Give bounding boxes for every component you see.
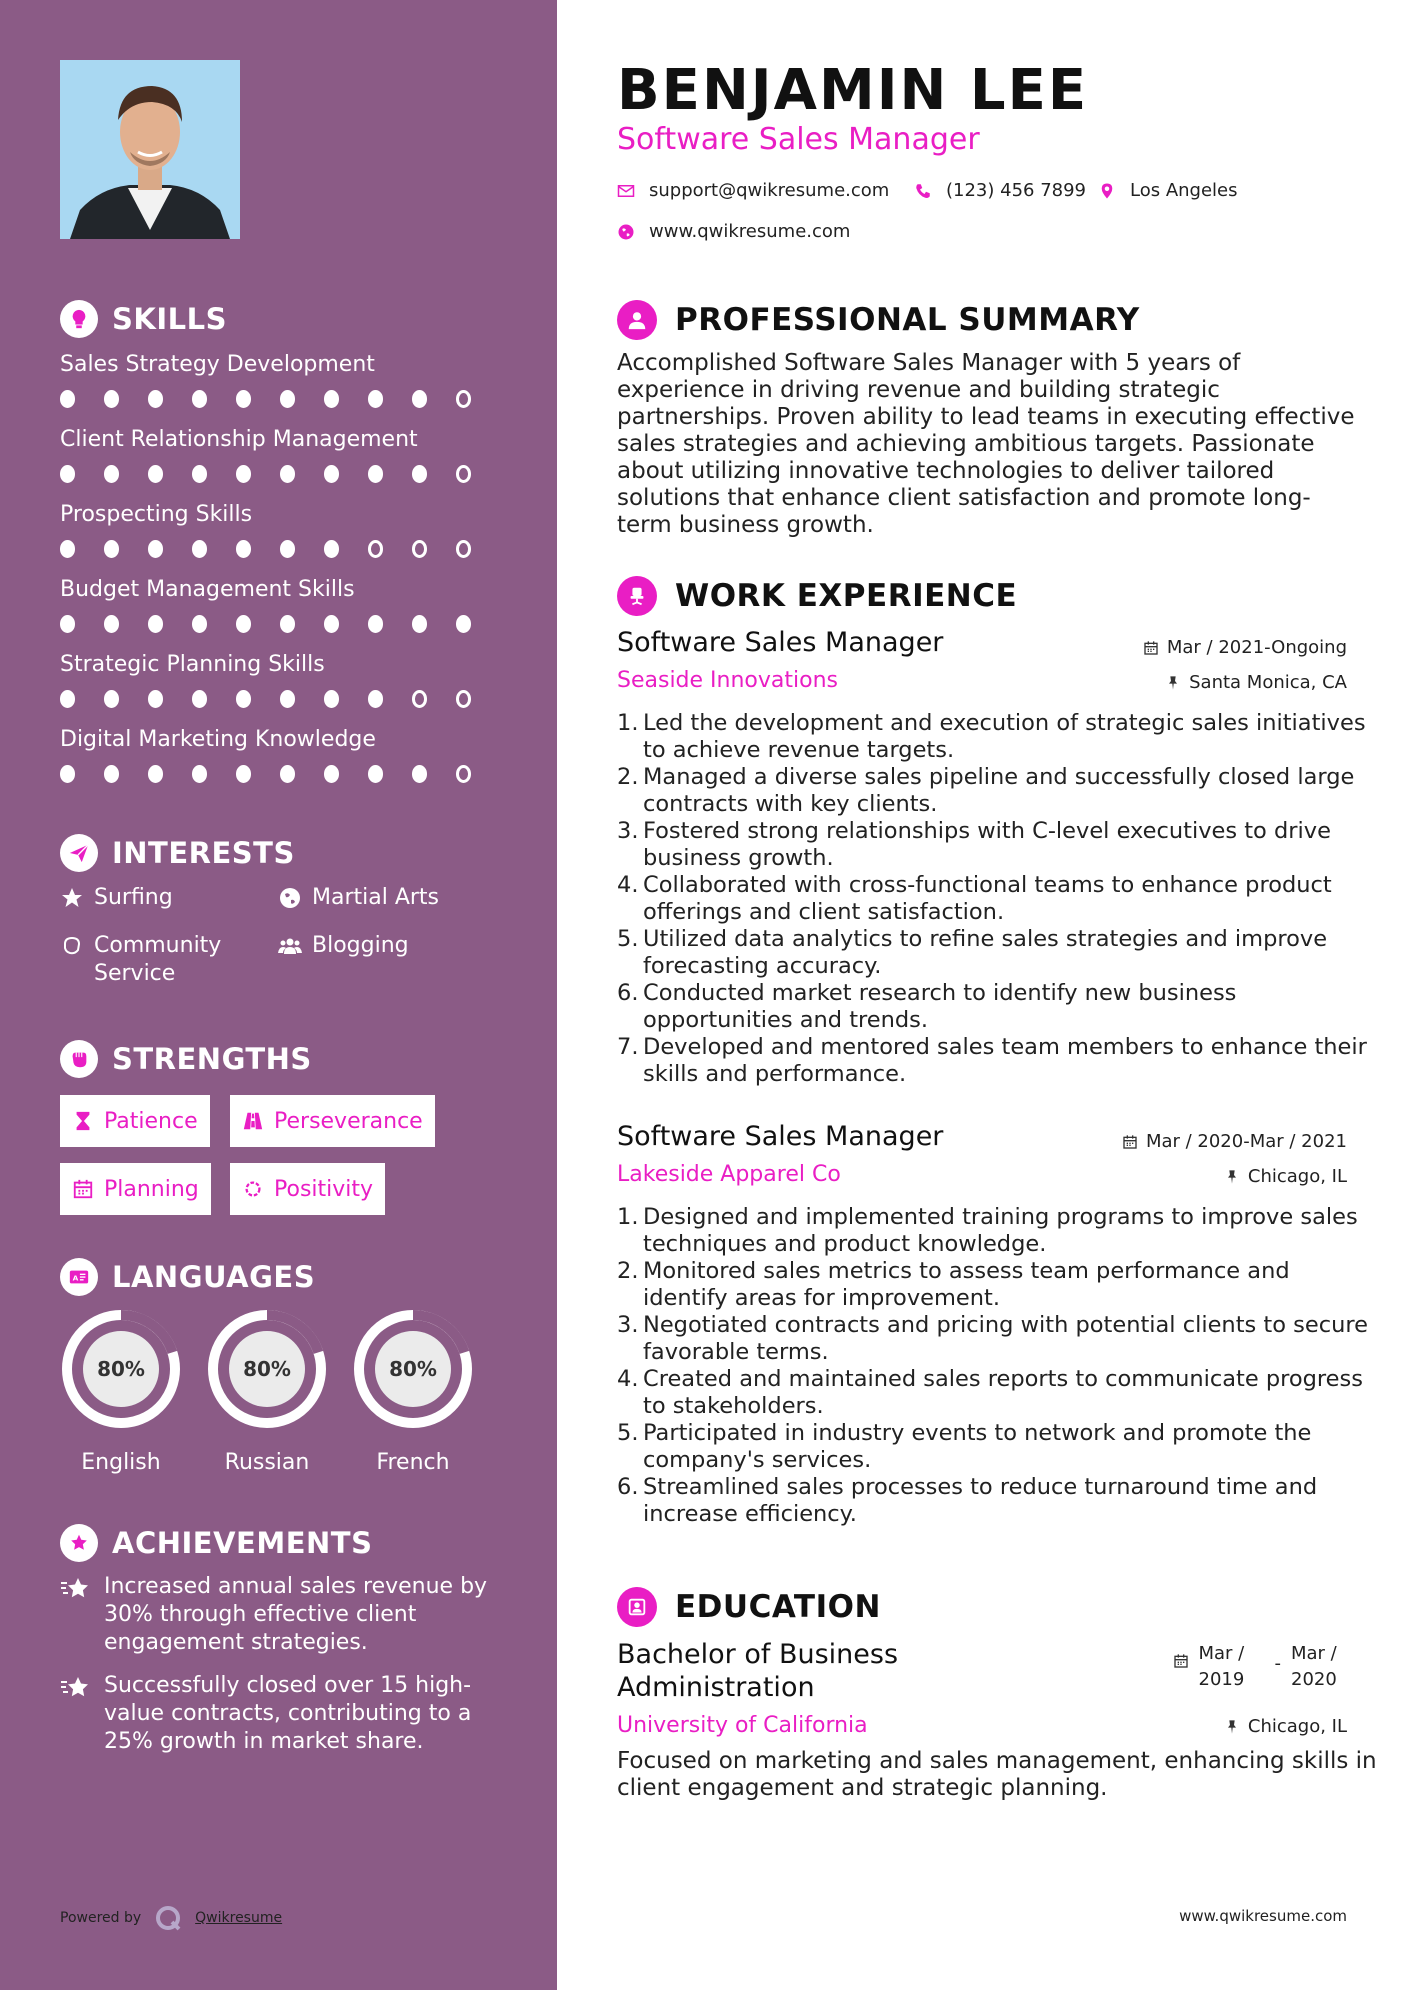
rating-dot-empty: [456, 465, 471, 483]
rating-dot-empty: [368, 540, 383, 558]
rating-dot-filled: [280, 540, 295, 558]
powered-prefix: Powered by: [60, 1910, 142, 1926]
company-name: Seaside Innovations: [617, 668, 838, 693]
job-title: Software Sales Manager: [617, 627, 944, 658]
rating-dot-filled: [60, 390, 75, 408]
summary-title: PROFESSIONAL SUMMARY: [675, 302, 1140, 338]
candidate-role: Software Sales Manager: [617, 122, 980, 157]
rating-dot-filled: [280, 615, 295, 633]
strength-label: Perseverance: [274, 1108, 423, 1134]
language-percent: 80%: [97, 1357, 145, 1381]
skill-rating: [60, 540, 500, 558]
location-text: Los Angeles: [1130, 180, 1238, 201]
contact-email: [617, 180, 889, 201]
rating-dot-filled: [368, 465, 383, 483]
language-ring: [58, 1306, 184, 1432]
experience-heading: [617, 576, 1017, 616]
list-number: 6.: [617, 980, 639, 1006]
skill-item: [60, 650, 500, 708]
trophy-star-icon: [60, 1524, 98, 1562]
rating-dot-filled: [192, 390, 207, 408]
email-text[interactable]: support@qwikresume.com: [649, 180, 890, 201]
education-title: EDUCATION: [675, 1589, 881, 1625]
rating-dot-filled: [236, 390, 251, 408]
achievement-text: Successfully closed over 15 high-value contracts, contributing to a 25% growth in market share.: [104, 1673, 472, 1754]
rating-dot-empty: [412, 540, 427, 558]
language-ring: [204, 1306, 330, 1432]
skills-title: SKILLS: [112, 302, 227, 336]
list-number: 4.: [617, 1366, 639, 1392]
language-item: [58, 1306, 184, 1475]
rating-dot-filled: [368, 615, 383, 633]
job-location-text: Chicago, IL: [1247, 1166, 1347, 1187]
rating-dot-filled: [148, 690, 163, 708]
globe-icon: [278, 886, 302, 910]
calendar-icon: [1122, 1134, 1138, 1150]
list-number: 5.: [617, 1420, 639, 1446]
job-dates-text: Mar / 2020-Mar / 2021: [1145, 1131, 1347, 1152]
hand-icon: [60, 934, 84, 958]
interest-item: [278, 932, 409, 960]
job-location-text: Santa Monica, CA: [1189, 672, 1347, 693]
skill-item: [60, 350, 500, 408]
list-number: 4.: [617, 872, 639, 898]
sidebar: [0, 0, 557, 1990]
rating-dot-filled: [236, 540, 251, 558]
responsibility-item: [617, 1366, 1377, 1420]
responsibility-text: Conducted market research to identify new business opportunities and trends.: [643, 980, 1237, 1033]
contact-location: [1098, 180, 1238, 201]
language-percent: 80%: [389, 1357, 437, 1381]
strength-badge: [230, 1163, 385, 1215]
job-dates: [1122, 1131, 1347, 1152]
star-burst-icon: [60, 1674, 92, 1702]
education-description: Focused on marketing and sales management, enhancing skills in client engagement and strategic planning.: [617, 1748, 1377, 1801]
list-number: 1.: [617, 1204, 639, 1230]
rating-dot-filled: [104, 615, 119, 633]
responsibility-item: [617, 980, 1377, 1034]
strengths-heading: [60, 1040, 312, 1078]
list-number: 5.: [617, 926, 639, 952]
rating-dot-filled: [60, 690, 75, 708]
rating-dot-filled: [412, 765, 427, 783]
skills-heading: [60, 300, 227, 338]
qwikresume-link[interactable]: Qwikresume: [195, 1910, 283, 1926]
rating-dot-filled: [104, 690, 119, 708]
rating-dot-filled: [104, 765, 119, 783]
list-number: 3.: [617, 1312, 639, 1338]
education-location-text: Chicago, IL: [1247, 1716, 1347, 1737]
rating-dot-filled: [280, 765, 295, 783]
rating-dot-filled: [324, 615, 339, 633]
strength-label: Positivity: [274, 1176, 374, 1202]
responsibility-text: Utilized data analytics to refine sales strategies and improve forecasting accuracy.: [643, 926, 1328, 979]
job-dates-text: Mar / 2021-Ongoing: [1166, 637, 1347, 658]
responsibility-text: Fostered strong relationships with C-level executives to drive business growth.: [643, 818, 1331, 871]
job-location: [1224, 1166, 1347, 1187]
rating-dot-filled: [60, 465, 75, 483]
summary-text: Accomplished Software Sales Manager with 5 years of experience in driving revenue and building strategic partnerships. Proven ability to lead teams in executing effective sales strategies and achieving ambitious targets. Passionate about utilizing innovative technologies to deliver tailored solutions that enhance client satisfaction and promote long-term business growth.: [617, 350, 1355, 538]
language-name: Russian: [224, 1450, 310, 1475]
rating-dot-empty: [456, 390, 471, 408]
rating-dot-filled: [104, 465, 119, 483]
rating-dot-filled: [148, 765, 163, 783]
list-number: 6.: [617, 1474, 639, 1500]
language-ring: [350, 1306, 476, 1432]
road-icon: [242, 1110, 264, 1132]
responsibility-text: Negotiated contracts and pricing with potential clients to secure favorable terms.: [643, 1312, 1368, 1365]
languages-heading: [60, 1258, 315, 1296]
job-responsibilities: [617, 710, 1377, 1088]
rating-dot-filled: [324, 390, 339, 408]
rating-dot-filled: [192, 465, 207, 483]
skill-name: Digital Marketing Knowledge: [60, 727, 376, 752]
list-number: 7.: [617, 1034, 639, 1060]
rating-dot-filled: [60, 540, 75, 558]
pin-icon: [1224, 1169, 1240, 1185]
graduation-icon: [617, 1587, 657, 1627]
language-percent: 80%: [243, 1357, 291, 1381]
list-number: 1.: [617, 710, 639, 736]
candidate-name: BENJAMIN LEE: [617, 58, 1089, 123]
achievements-title: ACHIEVEMENTS: [112, 1526, 373, 1560]
responsibility-item: [617, 1474, 1377, 1528]
job-responsibilities: [617, 1204, 1377, 1528]
strength-label: Planning: [104, 1176, 199, 1202]
skill-item: [60, 425, 500, 483]
interest-label: Blogging: [312, 933, 409, 958]
rating-dot-filled: [192, 540, 207, 558]
user-icon: [617, 300, 657, 340]
rating-dot-filled: [368, 765, 383, 783]
hourglass-icon: [72, 1110, 94, 1132]
strengths-title: STRENGTHS: [112, 1042, 312, 1076]
responsibility-item: [617, 926, 1377, 980]
job-location: [1165, 672, 1347, 693]
date-separator-icon: -: [1274, 1653, 1281, 1674]
education-dates: [1173, 1641, 1348, 1693]
rating-dot-filled: [104, 540, 119, 558]
rating-dot-filled: [412, 615, 427, 633]
responsibility-text: Led the development and execution of strategic sales initiatives to achieve revenue targets.: [643, 710, 1366, 763]
list-number: 3.: [617, 818, 639, 844]
list-number: 2.: [617, 764, 639, 790]
phone-icon: [914, 182, 932, 200]
skill-rating: [60, 690, 500, 708]
strength-label: Patience: [104, 1108, 198, 1134]
rating-dot-filled: [236, 765, 251, 783]
responsibility-item: [617, 1312, 1377, 1366]
responsibility-item: [617, 1258, 1377, 1312]
globe-icon: [617, 223, 635, 241]
rating-dot-filled: [192, 765, 207, 783]
skill-name: Client Relationship Management: [60, 427, 418, 452]
office-chair-icon: [617, 576, 657, 616]
rating-dot-filled: [148, 615, 163, 633]
responsibility-text: Collaborated with cross-functional teams to enhance product offerings and client satisfaction.: [643, 872, 1332, 925]
rating-dot-filled: [324, 540, 339, 558]
powered-by: [60, 1903, 282, 1933]
pin-icon: [1224, 1719, 1240, 1735]
education-school: University of California: [617, 1713, 868, 1738]
experience-title: WORK EXPERIENCE: [675, 578, 1018, 614]
languages-title: LANGUAGES: [112, 1260, 316, 1294]
interests-title: INTERESTS: [112, 836, 295, 870]
rating-dot-empty: [456, 540, 471, 558]
responsibility-text: Designed and implemented training programs to improve sales techniques and product knowledge.: [643, 1204, 1358, 1257]
rating-dot-filled: [324, 765, 339, 783]
language-item: [204, 1306, 330, 1475]
responsibility-item: [617, 764, 1377, 818]
education-heading: [617, 1587, 881, 1627]
strength-badge: [60, 1095, 210, 1147]
rating-dot-filled: [60, 615, 75, 633]
job-title: Software Sales Manager: [617, 1121, 944, 1152]
responsibility-item: [617, 710, 1377, 764]
rating-dot-filled: [192, 690, 207, 708]
responsibility-text: Created and maintained sales reports to communicate progress to stakeholders.: [643, 1366, 1363, 1419]
rating-dot-filled: [104, 390, 119, 408]
company-name: Lakeside Apparel Co: [617, 1162, 841, 1187]
skill-rating: [60, 765, 500, 783]
star-burst-icon: [60, 1575, 92, 1603]
calendar-icon: [1173, 1653, 1189, 1669]
website-text[interactable]: www.qwikresume.com: [649, 221, 851, 242]
responsibility-item: [617, 1204, 1377, 1258]
footer-url[interactable]: www.qwikresume.com: [1179, 1907, 1347, 1925]
rating-dot-filled: [456, 615, 471, 633]
rating-dot-filled: [148, 540, 163, 558]
responsibility-item: [617, 818, 1377, 872]
rating-dot-filled: [148, 465, 163, 483]
language-name: English: [81, 1450, 161, 1475]
responsibility-text: Participated in industry events to network and promote the company's services.: [643, 1420, 1312, 1473]
pin-icon: [1165, 675, 1181, 691]
skill-rating: [60, 390, 500, 408]
list-number: 2.: [617, 1258, 639, 1284]
rating-dot-empty: [456, 690, 471, 708]
paper-plane-icon: [60, 834, 98, 872]
rating-dot-filled: [368, 690, 383, 708]
skill-rating: [60, 615, 500, 633]
rating-dot-filled: [324, 690, 339, 708]
svg-text:A: A: [72, 1273, 79, 1283]
rating-dot-filled: [280, 465, 295, 483]
star-icon: [60, 886, 84, 910]
rating-dot-filled: [324, 465, 339, 483]
rating-dot-filled: [280, 690, 295, 708]
interest-label: Martial Arts: [312, 885, 440, 910]
skill-rating: [60, 465, 500, 483]
skill-item: [60, 500, 500, 558]
education-degree: Bachelor of Business Administration: [617, 1639, 899, 1703]
interest-item: [60, 884, 173, 912]
rating-dot-filled: [148, 390, 163, 408]
responsibility-text: Streamlined sales processes to reduce turnaround time and increase efficiency.: [643, 1474, 1318, 1527]
achievement-item: [60, 1672, 510, 1756]
interest-item: [60, 932, 221, 988]
strength-badge: [230, 1095, 435, 1147]
skill-name: Budget Management Skills: [60, 577, 355, 602]
rating-dot-filled: [60, 765, 75, 783]
rating-dot-filled: [412, 465, 427, 483]
interests-heading: [60, 834, 295, 872]
responsibility-text: Managed a diverse sales pipeline and successfully closed large contracts with key clients.: [643, 764, 1355, 817]
qwikresume-logo-icon: [153, 1903, 183, 1933]
calendar-icon: [1143, 640, 1159, 656]
achievements-heading: [60, 1524, 372, 1562]
education-location: [1224, 1716, 1347, 1737]
users-icon: [278, 934, 302, 958]
responsibility-item: [617, 872, 1377, 926]
achievement-text: Increased annual sales revenue by 30% through effective client engagement strategies.: [104, 1574, 488, 1655]
calendar-icon: [72, 1178, 94, 1200]
job-dates: [1143, 637, 1347, 658]
rating-dot-filled: [280, 390, 295, 408]
responsibility-item: [617, 1420, 1377, 1474]
responsibility-text: Developed and mentored sales team members to enhance their skills and performance.: [643, 1034, 1367, 1087]
responsibility-item: [617, 1034, 1377, 1088]
map-pin-icon: [1098, 182, 1116, 200]
language-name: French: [376, 1450, 450, 1475]
rating-dot-filled: [368, 390, 383, 408]
phone-text[interactable]: (123) 456 7899: [946, 180, 1087, 201]
interest-label: Community Service: [94, 933, 222, 986]
rating-dot-filled: [236, 615, 251, 633]
rating-dot-filled: [236, 465, 251, 483]
rating-dot-filled: [192, 615, 207, 633]
responsibility-text: Monitored sales metrics to assess team performance and identify areas for improvement.: [643, 1258, 1290, 1311]
skill-item: [60, 725, 500, 783]
skill-name: Prospecting Skills: [60, 502, 253, 527]
strength-badge: [60, 1163, 211, 1215]
fist-icon: [60, 1040, 98, 1078]
achievement-item: [60, 1573, 510, 1657]
contact-phone: [914, 180, 1086, 201]
main-content: [557, 0, 1407, 1990]
skill-name: Sales Strategy Development: [60, 352, 375, 377]
rating-dot-filled: [412, 390, 427, 408]
education-date-end: Mar / 2020: [1291, 1643, 1337, 1690]
language-icon: [60, 1258, 98, 1296]
rating-dot-empty: [412, 690, 427, 708]
sun-icon: [242, 1178, 264, 1200]
education-date-start: Mar / 2019: [1198, 1643, 1245, 1690]
interest-item: [278, 884, 439, 912]
language-item: [350, 1306, 476, 1475]
rating-dot-filled: [236, 690, 251, 708]
profile-photo: [60, 60, 240, 239]
summary-heading: [617, 300, 1140, 340]
skill-item: [60, 575, 500, 633]
contact-website: [617, 221, 850, 242]
skill-name: Strategic Planning Skills: [60, 652, 325, 677]
rating-dot-empty: [456, 765, 471, 783]
lightbulb-icon: [60, 300, 98, 338]
mail-icon: [617, 182, 635, 200]
interest-label: Surfing: [94, 885, 173, 910]
